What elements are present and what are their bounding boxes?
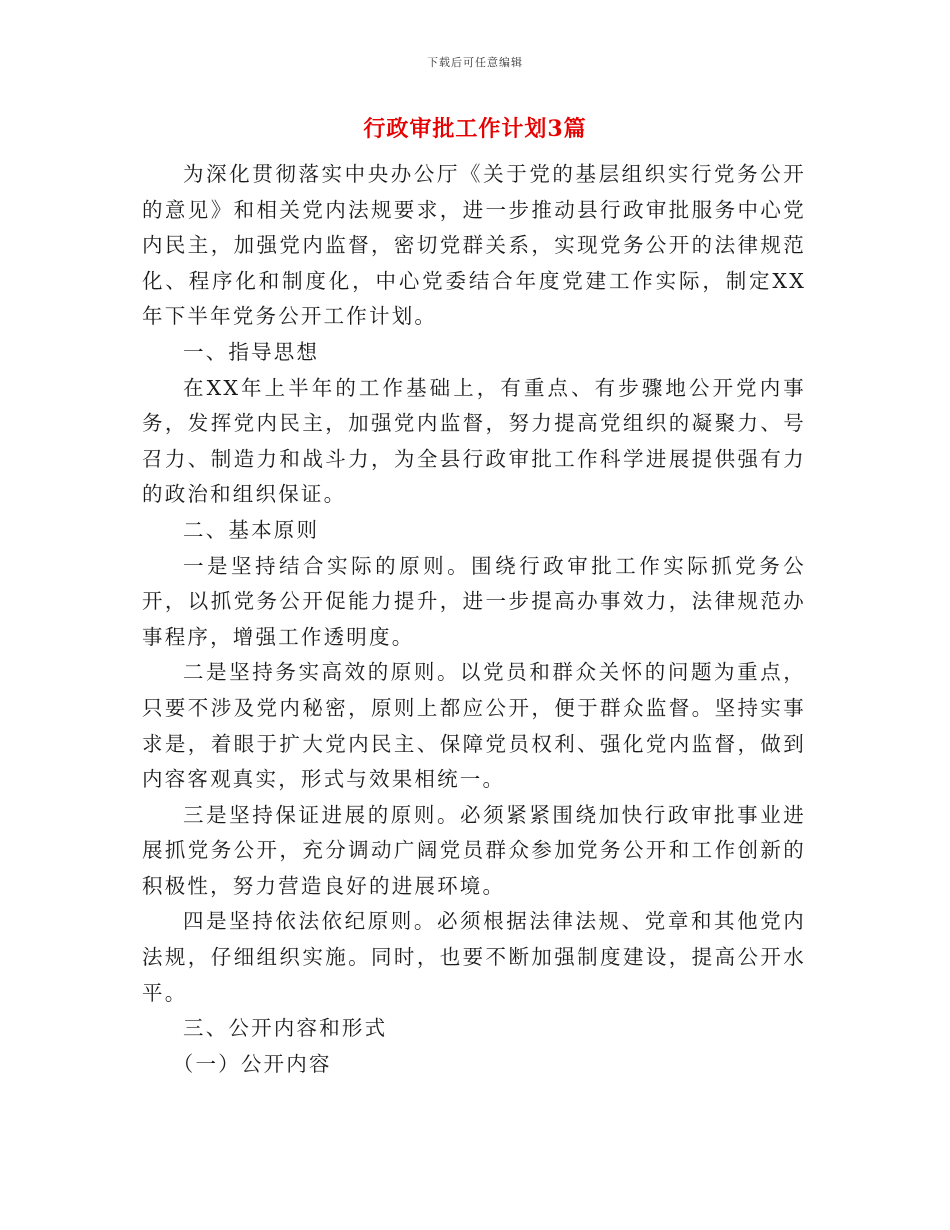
section-heading-basic-principles: 二、基本原则 — [183, 517, 320, 542]
header-note: 下载后可任意编辑 — [427, 56, 523, 69]
document-title: 行政审批工作计划3篇 — [363, 116, 587, 142]
guiding-ideology-paragraph: 在XX年上半年的工作基础上，有重点、有步骤地公开党内事务，发挥党内民主，加强党内监督，努力提高党组织的凝聚力、号召力、制造力和战斗力，为全县行政审批工作科学进展提供强有力的政治和组织保证。 — [142, 375, 806, 507]
principle-four-paragraph: 四是坚持依法依纪原则。必须根据法律法规、党章和其他党内法规，仔细组织实施。同时，也要不断加强制度建设，提高公开水平。 — [142, 909, 806, 1005]
document-body — [142, 157, 806, 1082]
principle-one-paragraph: 一是坚持结合实际的原则。围绕行政审批工作实际抓党务公开，以抓党务公开促能力提升，进一步提高办事效力，法律规范办事程序，增强工作透明度。 — [142, 553, 806, 649]
subsection-heading-content: （一）公开内容 — [172, 1051, 332, 1076]
principle-three-paragraph: 三是坚持保证进展的原则。必须紧紧围绕加快行政审批事业进展抓党务公开，充分调动广阔党员群众参加党务公开和工作创新的积极性，努力营造良好的进展环境。 — [142, 802, 806, 898]
principle-two-paragraph: 二是坚持务实高效的原则。以党员和群众关怀的问题为重点，只要不涉及党内秘密，原则上都应公开，便于群众监督。坚持实事求是，着眼于扩大党内民主、保障党员权利、强化党内监督，做到内容客观真实，形式与效果相统一。 — [142, 660, 806, 792]
section-heading-content-and-form: 三、公开内容和形式 — [183, 1016, 388, 1041]
section-heading-guiding-ideology: 一、指导思想 — [183, 339, 320, 364]
intro-paragraph: 为深化贯彻落实中央办公厅《关于党的基层组织实行党务公开的意见》和相关党内法规要求，进一步推动县行政审批服务中心党内民主，加强党内监督，密切党群关系，实现党务公开的法律规范化、程序化和制度化，中心党委结合年度党建工作实际，制定XX年下半年党务公开工作计划。 — [142, 162, 806, 329]
